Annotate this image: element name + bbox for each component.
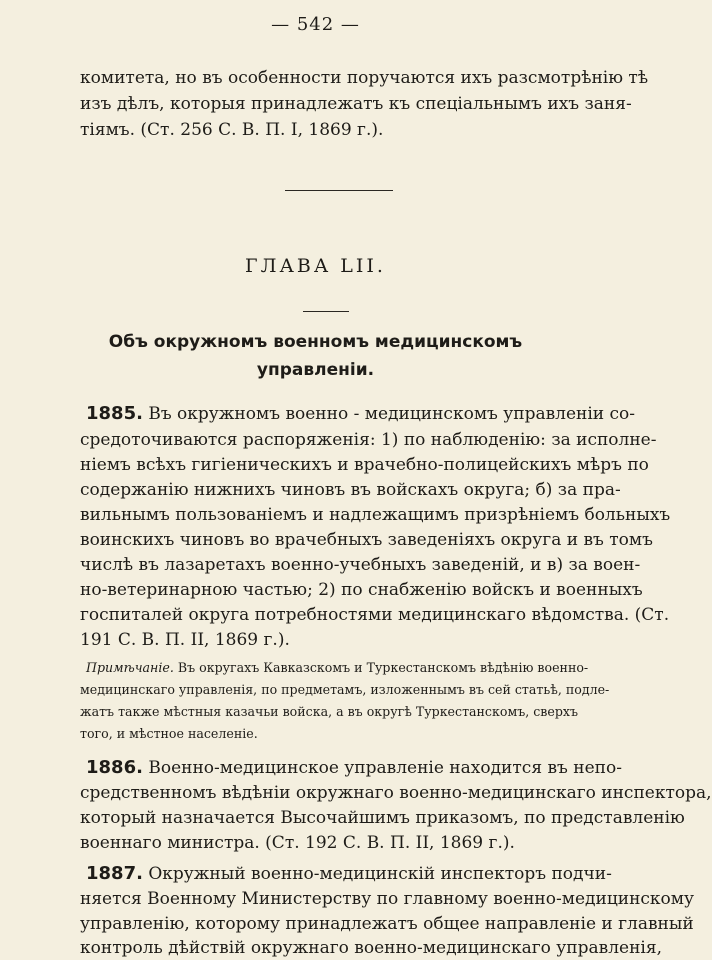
note-label: Примѣчаніе. [86, 660, 174, 675]
intro-line: изъ дѣлъ, которыя принадлежатъ къ спеціальнымъ ихъ заня- [80, 94, 632, 114]
note-line: того, и мѣстное населеніе. [80, 726, 258, 741]
article-1887-first-line [86, 862, 612, 886]
article-number: 1887. [86, 863, 143, 884]
page-number: — 542 — [271, 14, 360, 35]
article-1886-first-line [86, 756, 622, 780]
chapter-subtitle-line: управленіи. [256, 360, 375, 380]
article-1885-first-line [86, 402, 636, 426]
article-line: госпиталей округа потребностями медицинскаго вѣдомства. (Ст. [80, 605, 670, 625]
intro-line: тіямъ. (Ст. 256 С. В. П. I, 1869 г.). [80, 120, 384, 140]
note-text: Въ округахъ Кавказскомъ и Туркестанскомъ вѣдѣнію военно- [173, 660, 589, 675]
article-line: средственномъ вѣдѣніи окружнаго военно-медицинскаго инспектора, [80, 783, 712, 803]
article-line: воинскихъ чиновъ во врачебныхъ заведеніяхъ округа и въ томъ [80, 530, 653, 550]
article-line: средоточиваются распоряженія: 1) по наблюденію: за исполне- [80, 430, 657, 450]
article-text: Окружный военно-медицинскій инспекторъ подчи- [142, 864, 612, 884]
article-line: 191 С. В. П. II, 1869 г.). [80, 630, 290, 650]
article-line: ніемъ всѣхъ гигіеническихъ и врачебно-полицейскихъ мѣръ по [80, 455, 649, 475]
article-line: содержанію нижнихъ чиновъ въ войскахъ округа; б) за пра- [80, 480, 621, 500]
article-line: управленію, которому принадлежатъ общее направленіе и главный [80, 914, 694, 934]
note-first-line [86, 658, 589, 678]
article-line: контроль дѣйствій окружнаго военно-медицинскаго управленія, [80, 938, 662, 958]
chapter-subtitle-line: Объ окружномъ военномъ медицинскомъ [108, 332, 523, 352]
note-line: медицинскаго управленія, по предметамъ, изложеннымъ въ сей статьѣ, подле- [80, 682, 610, 697]
article-number: 1886. [86, 757, 143, 778]
section-divider [285, 190, 393, 191]
article-line: вильнымъ пользованіемъ и надлежащимъ призрѣніемъ больныхъ [80, 505, 671, 525]
intro-line: комитета, но въ особенности поручаются ихъ разсмотрѣнію тѣ [80, 68, 649, 88]
article-number: 1885. [86, 403, 143, 424]
chapter-title: ГЛАВА LII. [245, 255, 386, 277]
article-line: но-ветеринарною частью; 2) по снабженію войскъ и военныхъ [80, 580, 643, 600]
article-text: Военно-медицинское управленіе находится въ непо- [142, 758, 622, 778]
article-line: числѣ въ лазаретахъ военно-учебныхъ заведеній, и в) за воен- [80, 555, 641, 575]
article-line: который назначается Высочайшимъ приказомъ, по представленію [80, 808, 685, 828]
article-line: военнаго министра. (Ст. 192 С. В. П. II, 1869 г.). [80, 833, 515, 853]
article-line: няется Военному Министерству по главному военно-медицинскому [80, 889, 695, 909]
article-text: Въ окружномъ военно - медицинскомъ управленіи со- [142, 404, 636, 424]
chapter-divider [303, 311, 349, 312]
note-line: жатъ также мѣстныя казачьи войска, а въ округѣ Туркестанскомъ, сверхъ [80, 704, 579, 719]
